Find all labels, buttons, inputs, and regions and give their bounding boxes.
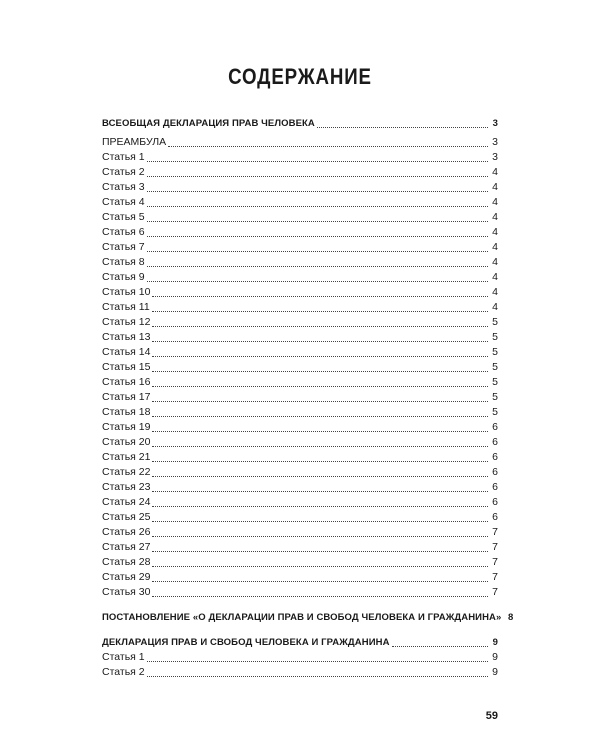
toc-entry-page: 5 (492, 376, 498, 388)
toc-entry-label: Статья 27 (102, 541, 151, 553)
toc-entry (102, 165, 498, 180)
toc-entry-label: Статья 2 (102, 666, 145, 678)
dot-leader (152, 520, 488, 522)
page-title: СОДЕРЖАНИЕ (228, 64, 372, 89)
toc-entry-page: 9 (492, 637, 498, 648)
toc-entry (102, 480, 498, 495)
dot-leader (168, 145, 488, 147)
toc-entry-label: Статья 22 (102, 466, 151, 478)
dot-leader (152, 580, 488, 582)
toc-entry (102, 665, 498, 680)
toc-entry-label: Статья 3 (102, 181, 145, 193)
toc-entry-label: ВСЕОБЩАЯ ДЕКЛАРАЦИЯ ПРАВ ЧЕЛОВЕКА (102, 118, 315, 129)
toc-entry-page: 4 (492, 226, 498, 238)
toc-entry-page: 4 (492, 196, 498, 208)
toc-entry-page: 5 (492, 391, 498, 403)
toc-entry-page: 5 (492, 406, 498, 418)
toc-entry-page: 9 (492, 666, 498, 678)
toc-entry (102, 450, 498, 465)
dot-leader (152, 415, 488, 417)
toc-entry-page: 6 (492, 436, 498, 448)
toc-entry-page: 4 (492, 301, 498, 313)
toc-entry-label: Статья 15 (102, 361, 151, 373)
toc-entry (102, 555, 498, 570)
toc-entry-page: 3 (492, 118, 498, 129)
dot-leader (152, 565, 488, 567)
toc-entry-label: Статья 25 (102, 511, 151, 523)
toc-entry-label: Статья 9 (102, 271, 145, 283)
toc-entry-page: 4 (492, 211, 498, 223)
dot-leader (147, 205, 488, 207)
toc-entry-label: Статья 13 (102, 331, 151, 343)
toc-entry-label: ПОСТАНОВЛЕНИЕ «О ДЕКЛАРАЦИИ ПРАВ И СВОБОД ЧЕЛОВЕКА И ГРАЖДАНИНА» (102, 612, 502, 623)
toc-entry (102, 510, 498, 525)
toc-entry-label: Статья 14 (102, 346, 151, 358)
dot-leader (152, 475, 488, 477)
toc-entry-label: Статья 24 (102, 496, 151, 508)
toc-entry-page: 4 (492, 241, 498, 253)
toc-entry-page: 6 (492, 451, 498, 463)
dot-leader (152, 535, 488, 537)
dot-leader (152, 430, 488, 432)
dot-leader (152, 310, 488, 312)
dot-leader (147, 235, 488, 237)
toc-entry-page: 3 (492, 151, 498, 163)
toc-entry-label: Статья 2 (102, 166, 145, 178)
toc-entry-page: 5 (492, 346, 498, 358)
dot-leader (152, 370, 488, 372)
dot-leader (152, 550, 488, 552)
toc-entry-page: 7 (492, 571, 498, 583)
dot-leader (317, 126, 488, 128)
toc-entry-label: Статья 29 (102, 571, 151, 583)
toc-entry-page: 3 (492, 136, 498, 148)
toc-entry-page: 4 (492, 181, 498, 193)
toc-entry-page: 5 (492, 331, 498, 343)
toc-entry-page: 7 (492, 556, 498, 568)
toc-entry-page: 7 (492, 586, 498, 598)
toc-entry-page: 4 (492, 271, 498, 283)
toc-entry-label: ПРЕАМБУЛА (102, 136, 167, 148)
toc-entry-label: Статья 4 (102, 196, 145, 208)
dot-leader (152, 355, 488, 357)
toc-entry (102, 420, 498, 435)
toc-entry-page: 6 (492, 481, 498, 493)
dot-leader (147, 265, 488, 267)
dot-leader (147, 250, 488, 252)
toc-entry (102, 345, 498, 360)
page-number: 59 (485, 710, 498, 722)
dot-leader (152, 325, 488, 327)
toc-entry (102, 650, 498, 665)
dot-leader (147, 280, 488, 282)
toc-entry (102, 585, 498, 600)
toc-entry-label: ДЕКЛАРАЦИЯ ПРАВ И СВОБОД ЧЕЛОВЕКА И ГРАЖДАНИНА (102, 637, 390, 648)
toc-entry-label: Статья 1 (102, 651, 145, 663)
toc-entry (102, 540, 498, 555)
dot-leader (152, 460, 488, 462)
toc-entry-page: 5 (492, 361, 498, 373)
dot-leader (147, 660, 488, 662)
toc-entry (102, 330, 498, 345)
toc-entry-page: 8 (508, 612, 514, 623)
toc-entry (102, 225, 498, 240)
toc-entry-page: 7 (492, 541, 498, 553)
dot-leader (147, 675, 488, 677)
toc-entry-page: 4 (492, 286, 498, 298)
toc-entry-label: Статья 28 (102, 556, 151, 568)
toc-entry-label: Статья 5 (102, 211, 145, 223)
toc-entry-label: Статья 19 (102, 421, 151, 433)
dot-leader (152, 340, 488, 342)
toc-entry (102, 635, 498, 650)
dot-leader (392, 645, 488, 647)
toc-entry-label: Статья 30 (102, 586, 151, 598)
toc-entry (102, 135, 498, 150)
toc-entry (102, 375, 498, 390)
toc-entry (102, 210, 498, 225)
toc-entry-label: Статья 23 (102, 481, 151, 493)
toc-entry (102, 525, 498, 540)
toc-entry (102, 495, 498, 510)
toc-entry (102, 610, 514, 625)
toc-entry (102, 465, 498, 480)
toc-entry (102, 285, 498, 300)
toc-entry-page: 6 (492, 421, 498, 433)
toc-entry-label: Статья 1 (102, 151, 145, 163)
toc-entry-page: 5 (492, 316, 498, 328)
toc-entry (102, 270, 498, 285)
toc-entry (102, 390, 498, 405)
toc-entry-label: Статья 7 (102, 241, 145, 253)
toc-entry (102, 360, 498, 375)
dot-leader (147, 160, 488, 162)
toc-entry (102, 435, 498, 450)
dot-leader (152, 490, 488, 492)
toc-entry-label: Статья 21 (102, 451, 151, 463)
dot-leader (152, 295, 488, 297)
toc-entry-page: 6 (492, 466, 498, 478)
toc-entry-label: Статья 8 (102, 256, 145, 268)
toc-entry-label: Статья 16 (102, 376, 151, 388)
table-of-contents (102, 116, 514, 680)
dot-leader (147, 220, 488, 222)
toc-entry (102, 570, 498, 585)
toc-entry-page: 9 (492, 651, 498, 663)
toc-entry-label: Статья 20 (102, 436, 151, 448)
toc-entry (102, 195, 498, 210)
dot-leader (147, 175, 488, 177)
dot-leader (152, 595, 488, 597)
dot-leader (147, 190, 488, 192)
toc-entry-page: 4 (492, 166, 498, 178)
toc-entry-label: Статья 11 (102, 301, 150, 313)
dot-leader (152, 445, 488, 447)
dot-leader (152, 400, 488, 402)
toc-entry-label: Статья 18 (102, 406, 151, 418)
toc-entry (102, 300, 498, 315)
toc-entry (102, 255, 498, 270)
toc-entry (102, 150, 498, 165)
toc-entry-page: 7 (492, 526, 498, 538)
toc-entry-label: Статья 12 (102, 316, 151, 328)
toc-entry-page: 6 (492, 496, 498, 508)
toc-entry (102, 180, 498, 195)
dot-leader (152, 505, 488, 507)
toc-entry (102, 405, 498, 420)
toc-entry (102, 240, 498, 255)
toc-entry-page: 4 (492, 256, 498, 268)
toc-entry-label: Статья 17 (102, 391, 151, 403)
toc-entry-label: Статья 26 (102, 526, 151, 538)
toc-entry-page: 6 (492, 511, 498, 523)
toc-entry-label: Статья 6 (102, 226, 145, 238)
dot-leader (152, 385, 488, 387)
toc-entry (102, 116, 498, 131)
toc-entry-label: Статья 10 (102, 286, 151, 298)
toc-entry (102, 315, 498, 330)
